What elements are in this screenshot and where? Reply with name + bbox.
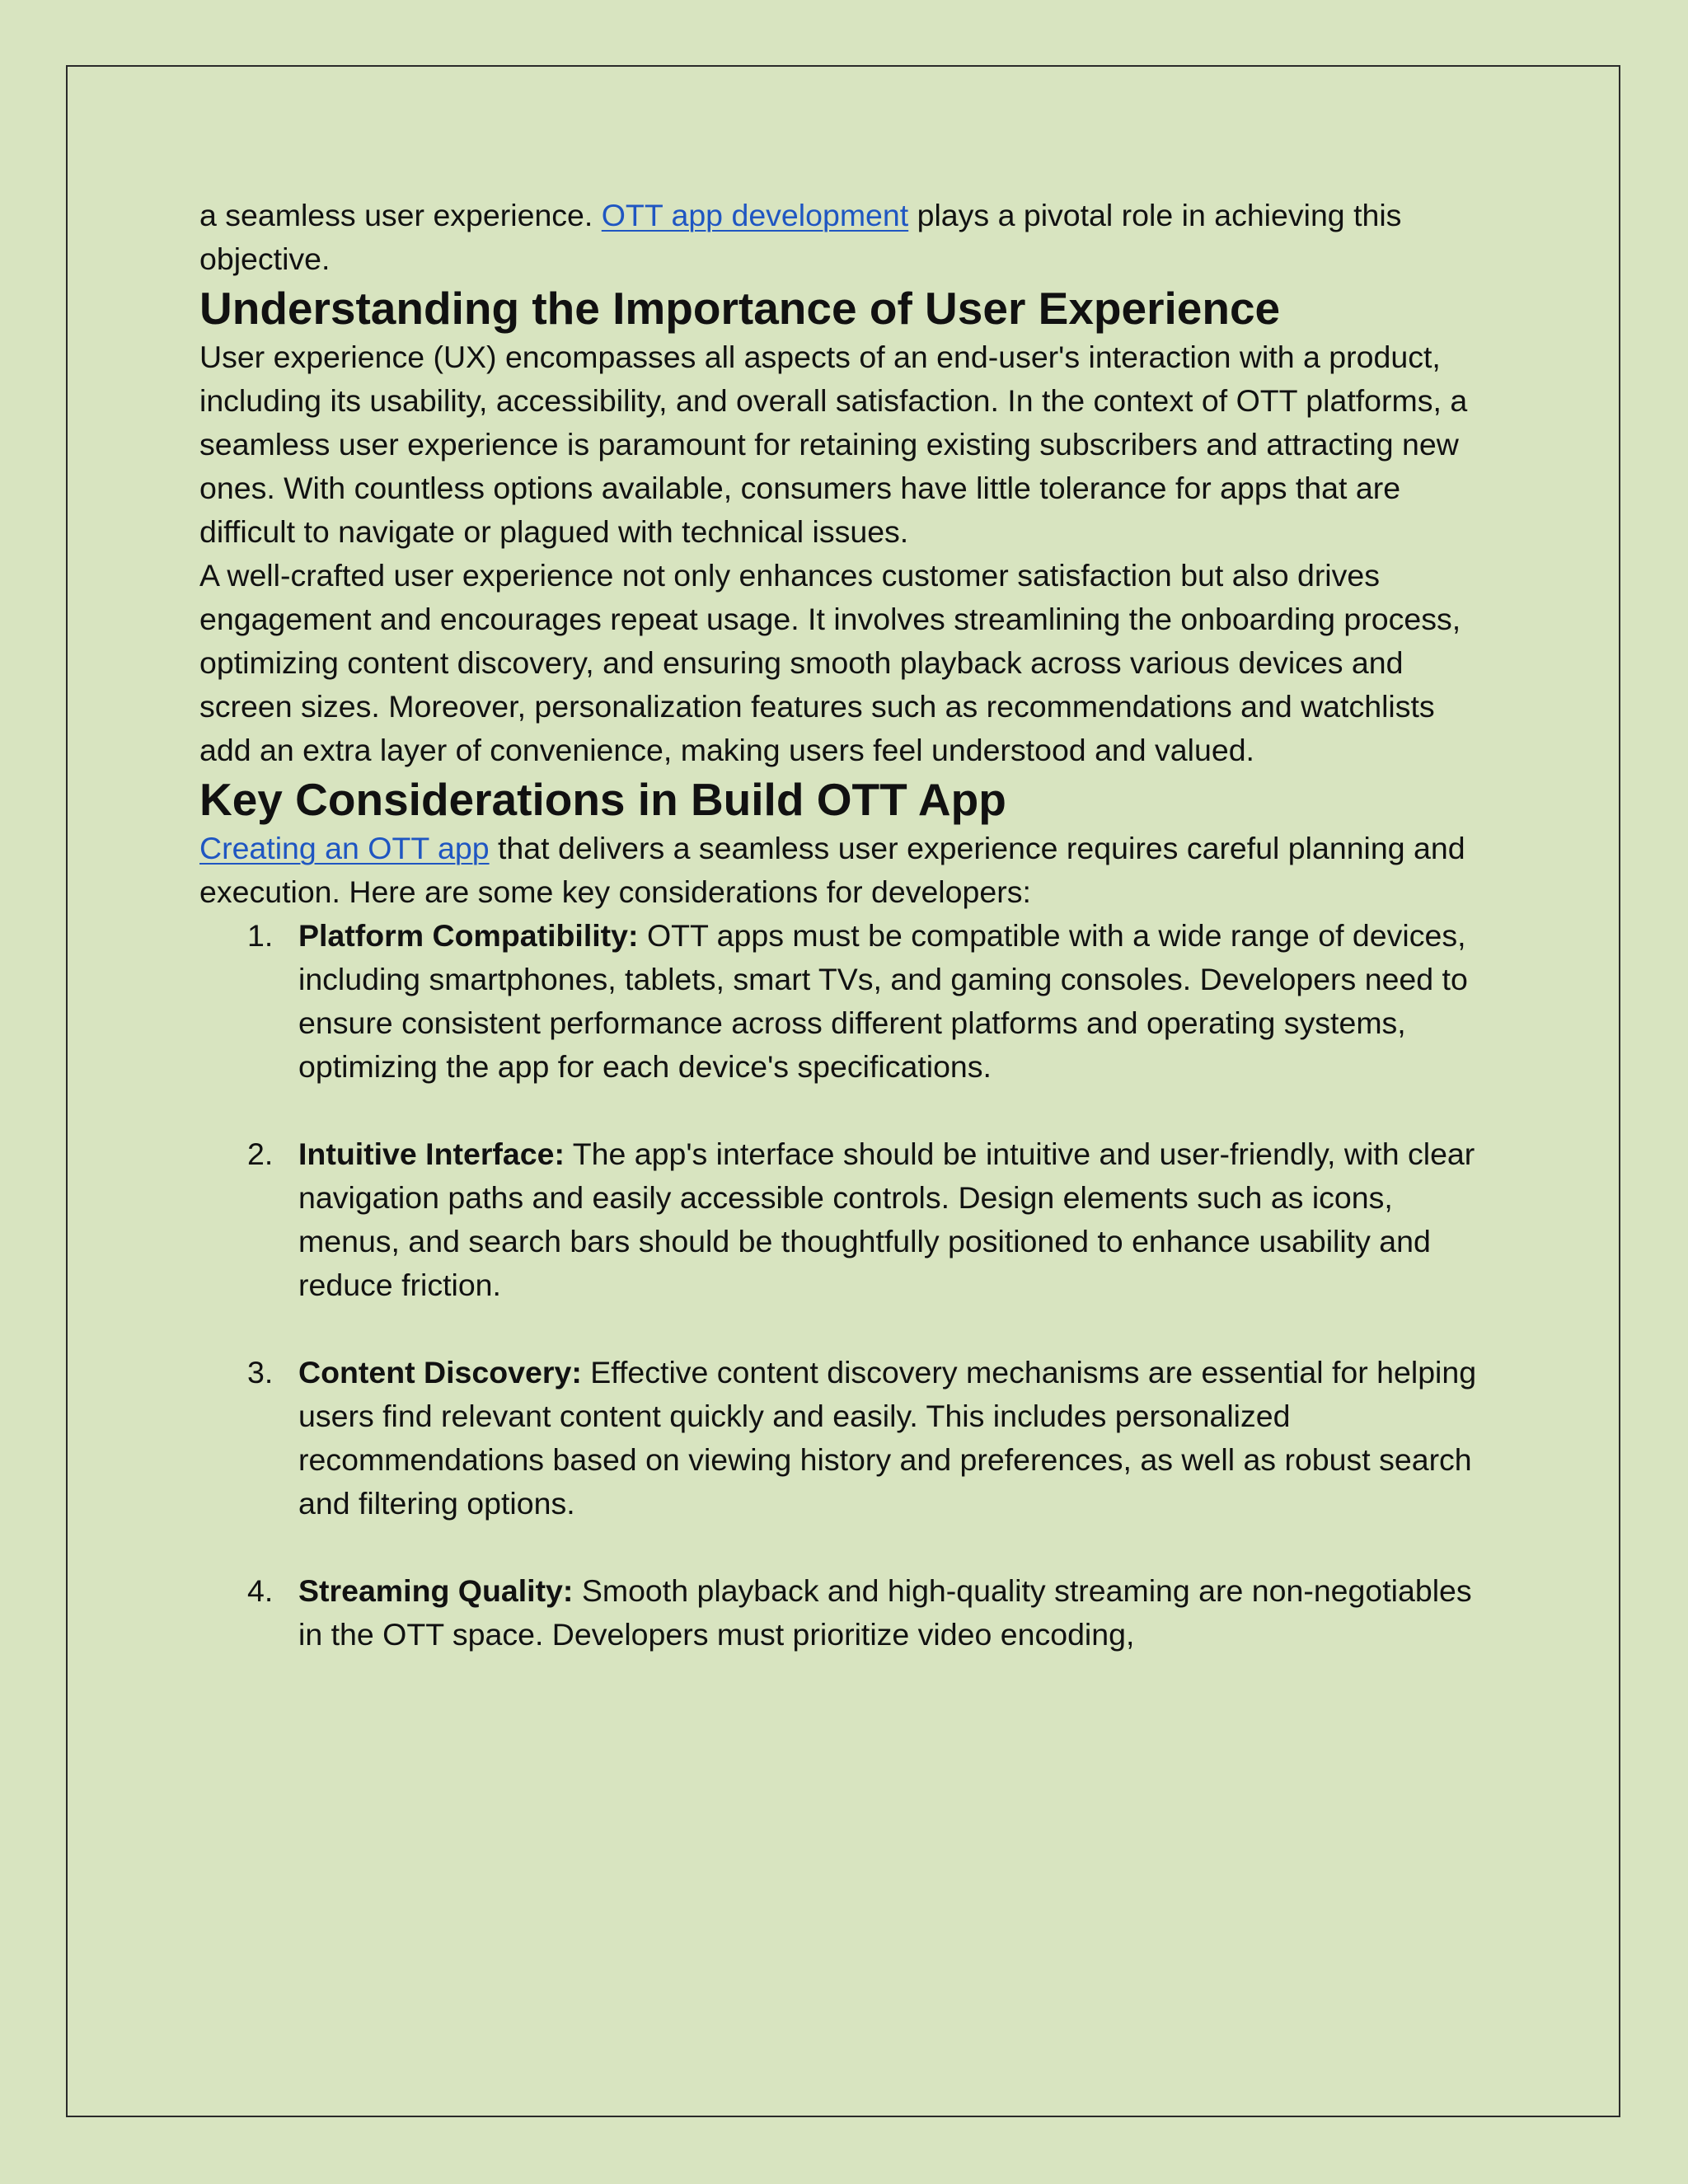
key-considerations-heading: Key Considerations in Build OTT App — [199, 774, 1006, 825]
list-item — [199, 1569, 1493, 1657]
list-item-text: The app's interface should be intuitive and user-friendly, with clear navigation paths and easily accessible controls. Design elements such as icons, menus, and search bars should be thoughtfully positioned to enhance usability and reduce friction. — [298, 1137, 1475, 1302]
list-item-title: Platform Compatibility: — [298, 918, 639, 953]
list-item — [199, 1351, 1493, 1526]
intro-text-end: plays a pivotal role in achieving this objective. — [199, 198, 1402, 276]
list-item — [199, 1132, 1493, 1307]
list-item-number: 1. — [247, 918, 274, 953]
considerations-intro-text: that delivers a seamless user experience requires careful planning and execution. Here are some key considerations for developers: — [199, 831, 1465, 909]
list-item-title: Intuitive Interface: — [298, 1137, 565, 1171]
list-item — [199, 914, 1493, 1089]
ott-app-development-link[interactable]: OTT app development — [601, 198, 909, 232]
ux-paragraph-2: A well-crafted user experience not only enhances customer satisfaction but also drives engagement and encourages repeat usage. It involves streamlining the onboarding process, optimizing content discovery, and ensuring smooth playback across various devices and screen sizes. Moreover, personalization features such as recommendations and watchlists add an extra layer of convenience, making users feel understood and valued. — [199, 558, 1461, 767]
list-item-number: 3. — [247, 1355, 274, 1390]
considerations-intro-paragraph — [199, 827, 1493, 914]
ux-importance-heading: Understanding the Importance of User Experience — [199, 283, 1281, 334]
creating-ott-app-link[interactable]: Creating an OTT app — [199, 831, 490, 865]
list-item-text: Effective content discovery mechanisms are essential for helping users find relevant content quickly and easily. This includes personalized recommendations based on viewing history and preferences, as well as robust search and filtering options. — [298, 1355, 1477, 1521]
intro-text-start: a seamless user experience. — [199, 198, 602, 232]
considerations-list — [199, 914, 1493, 1657]
list-item-title: Content Discovery: — [298, 1355, 582, 1390]
intro-paragraph — [199, 194, 1493, 281]
list-item-number: 4. — [247, 1573, 274, 1608]
list-item-title: Streaming Quality: — [298, 1573, 574, 1608]
ux-paragraph-1: User experience (UX) encompasses all aspects of an end-user's interaction with a product, including its usability, accessibility, and overall satisfaction. In the context of OTT platforms, a seamless user experience is paramount for retaining existing subscribers and attracting new ones. With countless options available, consumers have little tolerance for apps that are difficult to navigate or plagued with technical issues. — [199, 340, 1468, 549]
list-item-text: Smooth playback and high-quality streaming are non-negotiables in the OTT space. Developers must prioritize video encoding, — [298, 1573, 1472, 1652]
list-item-number: 2. — [247, 1137, 274, 1171]
document-body — [199, 194, 1493, 1657]
list-item-text: OTT apps must be compatible with a wide range of devices, including smartphones, tablets, smart TVs, and gaming consoles. Developers need to ensure consistent performance across different platforms and operating systems, optimizing the app for each device's specifications. — [298, 918, 1468, 1084]
